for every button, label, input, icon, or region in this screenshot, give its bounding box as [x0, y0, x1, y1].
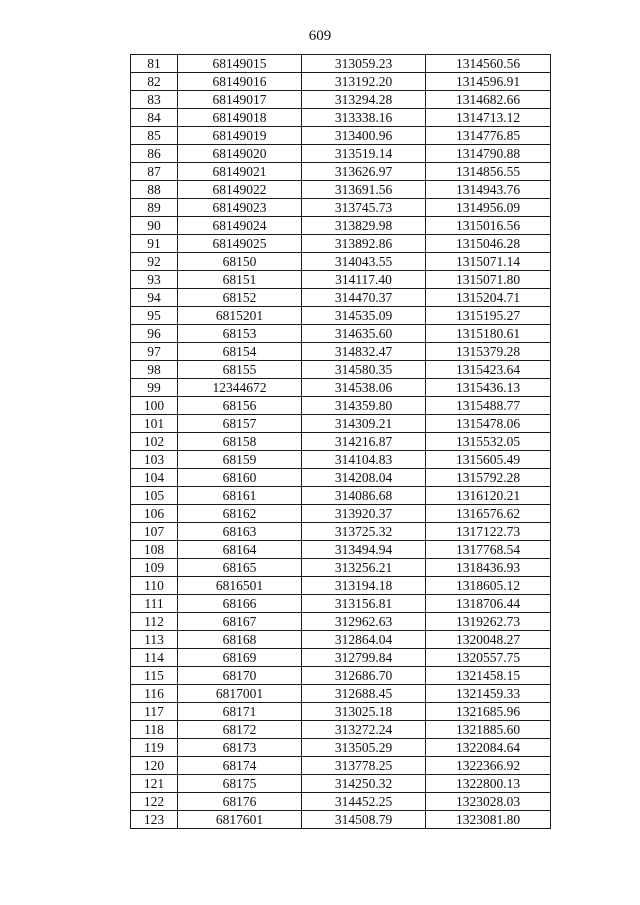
x-coordinate-cell: 313494.94 [302, 541, 426, 559]
y-coordinate-cell: 1315605.49 [426, 451, 551, 469]
row-index-cell: 93 [131, 271, 178, 289]
x-coordinate-cell: 313192.20 [302, 73, 426, 91]
x-coordinate-cell: 314452.25 [302, 793, 426, 811]
coordinates-table [130, 54, 551, 829]
y-coordinate-cell: 1315071.14 [426, 253, 551, 271]
x-coordinate-cell: 314250.32 [302, 775, 426, 793]
row-index-cell: 118 [131, 721, 178, 739]
x-coordinate-cell: 314104.83 [302, 451, 426, 469]
x-coordinate-cell: 314508.79 [302, 811, 426, 829]
row-index-cell: 121 [131, 775, 178, 793]
point-id-cell: 68172 [178, 721, 302, 739]
row-index-cell: 99 [131, 379, 178, 397]
y-coordinate-cell: 1323028.03 [426, 793, 551, 811]
x-coordinate-cell: 313400.96 [302, 127, 426, 145]
y-coordinate-cell: 1319262.73 [426, 613, 551, 631]
point-id-cell: 68150 [178, 253, 302, 271]
point-id-cell: 68162 [178, 505, 302, 523]
y-coordinate-cell: 1315532.05 [426, 433, 551, 451]
point-id-cell: 68151 [178, 271, 302, 289]
point-id-cell: 68164 [178, 541, 302, 559]
table-row [131, 739, 551, 757]
x-coordinate-cell: 314208.04 [302, 469, 426, 487]
x-coordinate-cell: 313745.73 [302, 199, 426, 217]
y-coordinate-cell: 1321459.33 [426, 685, 551, 703]
x-coordinate-cell: 313519.14 [302, 145, 426, 163]
y-coordinate-cell: 1314790.88 [426, 145, 551, 163]
point-id-cell: 68171 [178, 703, 302, 721]
point-id-cell: 6817001 [178, 685, 302, 703]
point-id-cell: 68158 [178, 433, 302, 451]
y-coordinate-cell: 1315046.28 [426, 235, 551, 253]
y-coordinate-cell: 1315195.27 [426, 307, 551, 325]
point-id-cell: 68176 [178, 793, 302, 811]
x-coordinate-cell: 313626.97 [302, 163, 426, 181]
table-row [131, 91, 551, 109]
y-coordinate-cell: 1316576.62 [426, 505, 551, 523]
table-row [131, 55, 551, 73]
x-coordinate-cell: 313778.25 [302, 757, 426, 775]
y-coordinate-cell: 1314856.55 [426, 163, 551, 181]
table-row [131, 289, 551, 307]
x-coordinate-cell: 314535.09 [302, 307, 426, 325]
x-coordinate-cell: 313256.21 [302, 559, 426, 577]
row-index-cell: 85 [131, 127, 178, 145]
y-coordinate-cell: 1315423.64 [426, 361, 551, 379]
x-coordinate-cell: 312864.04 [302, 631, 426, 649]
point-id-cell: 68174 [178, 757, 302, 775]
table-row [131, 163, 551, 181]
x-coordinate-cell: 312799.84 [302, 649, 426, 667]
table-row [131, 127, 551, 145]
y-coordinate-cell: 1314560.56 [426, 55, 551, 73]
point-id-cell: 68175 [178, 775, 302, 793]
table-row [131, 217, 551, 235]
y-coordinate-cell: 1315792.28 [426, 469, 551, 487]
x-coordinate-cell: 313829.98 [302, 217, 426, 235]
y-coordinate-cell: 1315016.56 [426, 217, 551, 235]
row-index-cell: 98 [131, 361, 178, 379]
y-coordinate-cell: 1322366.92 [426, 757, 551, 775]
x-coordinate-cell: 314117.40 [302, 271, 426, 289]
table-row [131, 775, 551, 793]
x-coordinate-cell: 313194.18 [302, 577, 426, 595]
point-id-cell: 68149022 [178, 181, 302, 199]
point-id-cell: 68165 [178, 559, 302, 577]
table-row [131, 361, 551, 379]
x-coordinate-cell: 312962.63 [302, 613, 426, 631]
point-id-cell: 68149023 [178, 199, 302, 217]
y-coordinate-cell: 1321885.60 [426, 721, 551, 739]
row-index-cell: 94 [131, 289, 178, 307]
point-id-cell: 68149015 [178, 55, 302, 73]
row-index-cell: 95 [131, 307, 178, 325]
x-coordinate-cell: 312686.70 [302, 667, 426, 685]
y-coordinate-cell: 1320557.75 [426, 649, 551, 667]
row-index-cell: 104 [131, 469, 178, 487]
table-row [131, 433, 551, 451]
point-id-cell: 68149018 [178, 109, 302, 127]
y-coordinate-cell: 1315488.77 [426, 397, 551, 415]
table-row [131, 487, 551, 505]
point-id-cell: 68149020 [178, 145, 302, 163]
row-index-cell: 102 [131, 433, 178, 451]
y-coordinate-cell: 1315204.71 [426, 289, 551, 307]
table-row [131, 451, 551, 469]
y-coordinate-cell: 1321685.96 [426, 703, 551, 721]
row-index-cell: 97 [131, 343, 178, 361]
point-id-cell: 68159 [178, 451, 302, 469]
point-id-cell: 68149025 [178, 235, 302, 253]
row-index-cell: 87 [131, 163, 178, 181]
point-id-cell: 68149019 [178, 127, 302, 145]
row-index-cell: 112 [131, 613, 178, 631]
x-coordinate-cell: 313505.29 [302, 739, 426, 757]
point-id-cell: 68169 [178, 649, 302, 667]
y-coordinate-cell: 1318436.93 [426, 559, 551, 577]
point-id-cell: 68154 [178, 343, 302, 361]
table-row [131, 181, 551, 199]
point-id-cell: 68149017 [178, 91, 302, 109]
x-coordinate-cell: 313338.16 [302, 109, 426, 127]
y-coordinate-cell: 1314682.66 [426, 91, 551, 109]
x-coordinate-cell: 313725.32 [302, 523, 426, 541]
point-id-cell: 68161 [178, 487, 302, 505]
point-id-cell: 6816501 [178, 577, 302, 595]
page-number: 609 [308, 28, 332, 44]
x-coordinate-cell: 313691.56 [302, 181, 426, 199]
row-index-cell: 110 [131, 577, 178, 595]
point-id-cell: 68157 [178, 415, 302, 433]
table-row [131, 559, 551, 577]
point-id-cell: 68152 [178, 289, 302, 307]
x-coordinate-cell: 314216.87 [302, 433, 426, 451]
row-index-cell: 123 [131, 811, 178, 829]
table-row [131, 595, 551, 613]
table-row [131, 469, 551, 487]
row-index-cell: 101 [131, 415, 178, 433]
point-id-cell: 68156 [178, 397, 302, 415]
point-id-cell: 68170 [178, 667, 302, 685]
y-coordinate-cell: 1314943.76 [426, 181, 551, 199]
x-coordinate-cell: 313272.24 [302, 721, 426, 739]
x-coordinate-cell: 314309.21 [302, 415, 426, 433]
table-row [131, 73, 551, 91]
x-coordinate-cell: 314538.06 [302, 379, 426, 397]
table-row [131, 325, 551, 343]
x-coordinate-cell: 313156.81 [302, 595, 426, 613]
table-row [131, 199, 551, 217]
row-index-cell: 107 [131, 523, 178, 541]
table-row [131, 577, 551, 595]
table-row [131, 235, 551, 253]
y-coordinate-cell: 1322084.64 [426, 739, 551, 757]
row-index-cell: 90 [131, 217, 178, 235]
x-coordinate-cell: 313294.28 [302, 91, 426, 109]
point-id-cell: 68149016 [178, 73, 302, 91]
point-id-cell: 68160 [178, 469, 302, 487]
table-row [131, 631, 551, 649]
x-coordinate-cell: 314043.55 [302, 253, 426, 271]
x-coordinate-cell: 314832.47 [302, 343, 426, 361]
y-coordinate-cell: 1314596.91 [426, 73, 551, 91]
point-id-cell: 6815201 [178, 307, 302, 325]
row-index-cell: 115 [131, 667, 178, 685]
table-row [131, 667, 551, 685]
y-coordinate-cell: 1315379.28 [426, 343, 551, 361]
row-index-cell: 92 [131, 253, 178, 271]
y-coordinate-cell: 1318706.44 [426, 595, 551, 613]
y-coordinate-cell: 1320048.27 [426, 631, 551, 649]
x-coordinate-cell: 314580.35 [302, 361, 426, 379]
y-coordinate-cell: 1314776.85 [426, 127, 551, 145]
table-row [131, 343, 551, 361]
point-id-cell: 68155 [178, 361, 302, 379]
row-index-cell: 113 [131, 631, 178, 649]
row-index-cell: 108 [131, 541, 178, 559]
y-coordinate-cell: 1322800.13 [426, 775, 551, 793]
table-row [131, 703, 551, 721]
y-coordinate-cell: 1318605.12 [426, 577, 551, 595]
x-coordinate-cell: 313892.86 [302, 235, 426, 253]
row-index-cell: 117 [131, 703, 178, 721]
x-coordinate-cell: 314086.68 [302, 487, 426, 505]
row-index-cell: 83 [131, 91, 178, 109]
table-row [131, 613, 551, 631]
row-index-cell: 91 [131, 235, 178, 253]
table-row [131, 811, 551, 829]
table-row [131, 523, 551, 541]
point-id-cell: 6817601 [178, 811, 302, 829]
table-row [131, 397, 551, 415]
row-index-cell: 84 [131, 109, 178, 127]
table-row [131, 721, 551, 739]
table-row [131, 505, 551, 523]
point-id-cell: 68163 [178, 523, 302, 541]
y-coordinate-cell: 1314713.12 [426, 109, 551, 127]
row-index-cell: 89 [131, 199, 178, 217]
row-index-cell: 100 [131, 397, 178, 415]
row-index-cell: 81 [131, 55, 178, 73]
table-row [131, 685, 551, 703]
point-id-cell: 68166 [178, 595, 302, 613]
row-index-cell: 86 [131, 145, 178, 163]
table-row [131, 541, 551, 559]
y-coordinate-cell: 1321458.15 [426, 667, 551, 685]
point-id-cell: 68167 [178, 613, 302, 631]
x-coordinate-cell: 314359.80 [302, 397, 426, 415]
row-index-cell: 114 [131, 649, 178, 667]
x-coordinate-cell: 313920.37 [302, 505, 426, 523]
row-index-cell: 106 [131, 505, 178, 523]
table-row [131, 253, 551, 271]
y-coordinate-cell: 1314956.09 [426, 199, 551, 217]
x-coordinate-cell: 313025.18 [302, 703, 426, 721]
row-index-cell: 109 [131, 559, 178, 577]
point-id-cell: 12344672 [178, 379, 302, 397]
row-index-cell: 103 [131, 451, 178, 469]
row-index-cell: 122 [131, 793, 178, 811]
y-coordinate-cell: 1315180.61 [426, 325, 551, 343]
point-id-cell: 68149021 [178, 163, 302, 181]
row-index-cell: 105 [131, 487, 178, 505]
table-row [131, 793, 551, 811]
point-id-cell: 68153 [178, 325, 302, 343]
y-coordinate-cell: 1316120.21 [426, 487, 551, 505]
y-coordinate-cell: 1323081.80 [426, 811, 551, 829]
point-id-cell: 68173 [178, 739, 302, 757]
table-row [131, 307, 551, 325]
point-id-cell: 68168 [178, 631, 302, 649]
table-row [131, 649, 551, 667]
table-row [131, 757, 551, 775]
row-index-cell: 96 [131, 325, 178, 343]
table-row [131, 145, 551, 163]
y-coordinate-cell: 1317768.54 [426, 541, 551, 559]
table-row [131, 379, 551, 397]
y-coordinate-cell: 1317122.73 [426, 523, 551, 541]
table-row [131, 415, 551, 433]
x-coordinate-cell: 313059.23 [302, 55, 426, 73]
row-index-cell: 120 [131, 757, 178, 775]
y-coordinate-cell: 1315071.80 [426, 271, 551, 289]
y-coordinate-cell: 1315478.06 [426, 415, 551, 433]
y-coordinate-cell: 1315436.13 [426, 379, 551, 397]
row-index-cell: 119 [131, 739, 178, 757]
x-coordinate-cell: 314470.37 [302, 289, 426, 307]
coordinates-table-body [131, 55, 551, 829]
point-id-cell: 68149024 [178, 217, 302, 235]
row-index-cell: 116 [131, 685, 178, 703]
table-row [131, 271, 551, 289]
row-index-cell: 88 [131, 181, 178, 199]
row-index-cell: 82 [131, 73, 178, 91]
table-row [131, 109, 551, 127]
x-coordinate-cell: 314635.60 [302, 325, 426, 343]
row-index-cell: 111 [131, 595, 178, 613]
x-coordinate-cell: 312688.45 [302, 685, 426, 703]
